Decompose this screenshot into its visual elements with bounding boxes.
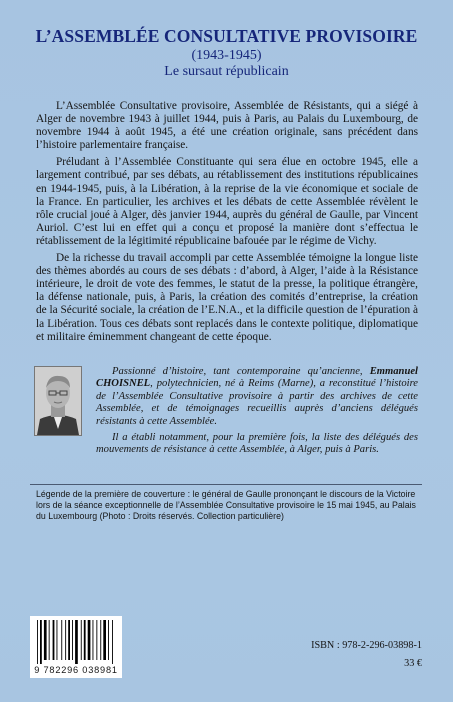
barcode-stripe	[44, 620, 47, 660]
barcode-block	[30, 616, 122, 678]
barcode-digits: 9 782296 038981	[34, 665, 118, 675]
barcode-stripe	[61, 620, 62, 660]
book-dates: (1943-1945)	[191, 48, 262, 63]
barcode-stripe	[65, 620, 66, 660]
author-photo	[34, 366, 82, 436]
summary-paragraph-1: L’Assemblée Consultative provisoire, Assemblée de Résistants, qui a siégé à Alger de novembre 1943 à juillet 1944, puis à Paris, au Palais du Luxembourg, de novembre 1944 à août 1945, a été une création originale, sans précédent dans l’histoire parlementaire française.	[36, 100, 418, 152]
author-bio	[96, 366, 418, 461]
isbn: ISBN : 978-2-296-03898-1	[311, 640, 422, 651]
barcode-stripe	[84, 620, 86, 660]
author-bio-paragraph-1	[96, 366, 418, 428]
author-bio-paragraph-2: Il a établi notamment, pour la première fois, la liste des délégués des mouvements de résistance à cette Assemblée, à Alger, puis à Paris.	[96, 432, 418, 456]
barcode-stripe	[72, 620, 73, 660]
barcode-stripe	[100, 620, 101, 660]
barcode-stripe	[81, 620, 82, 660]
barcode-stripe	[57, 620, 58, 660]
summary-text	[36, 100, 418, 348]
barcode-stripe	[108, 620, 109, 660]
barcode-stripe	[49, 620, 50, 660]
barcode-stripe	[96, 620, 97, 660]
book-title: L’ASSEMBLÉE CONSULTATIVE PROVISOIRE	[35, 26, 418, 46]
author-name: Emmanuel CHOISNEL	[96, 366, 418, 390]
summary-paragraph-2: Préludant à l’Assemblée Constituante qui sera élue en octobre 1945, elle a largement contribué, par ses débats, au rétablissement des institutions républicaines en 1944-1945, puis, à la Libération, à la reprise de la vie économique et sociale de la France. En particulier, les archives et les débats de cette Assemblée révèlent le rôle crucial joué à Alger, dès janvier 1944, auprès du général de Gaulle, par Vincent Auriol. C’est lui en effet qui a conçu et proposé la manière dont s’effectua le rétablissement de la légitimité républicaine bafouée par le régime de Vichy.	[36, 156, 418, 247]
author-portrait-icon	[35, 367, 81, 435]
barcode-stripe	[93, 620, 94, 660]
cover-caption: Légende de la première de couverture : le général de Gaulle prononçant le discours de la Victoire lors de la séance exceptionnelle de l’Assemblée Consultative provisoire le 15 mai 1945, au Palais du Luxembourg (Photo : Droits réservés. Collection particulière)	[36, 489, 416, 521]
barcode-stripe	[53, 620, 55, 660]
barcode-stripe	[112, 620, 113, 664]
barcode-stripe	[103, 620, 106, 660]
barcode-stripe	[68, 620, 70, 660]
barcode-stripe	[37, 620, 38, 664]
barcode-stripe	[75, 620, 78, 664]
book-subtitle: Le sursaut républicain	[164, 64, 289, 79]
summary-paragraph-3: De la richesse du travail accompli par cette Assemblée témoigne la longue liste des thèmes abordés au cours de ses débats : d’abord, à Alger, l’aide à la Résistance intérieure, le droit de vote des femmes, le statut de la presse, la politique étrangère, la défense nationale, puis, à Paris, la création des comités d’entreprise, la création de la Sécurité sociale, la création de l’E.N.A., et la difficile question de l’épuration à la Libération. Tous ces débats sont replacés dans le contexte politique, diplomatique et militaire éminemment changeant de cette époque.	[36, 252, 418, 343]
barcode-stripe	[40, 620, 42, 664]
author-bio-rest: , polytechnicien, né à Reims (Marne), a reconstitué l’histoire de l’Assemblée Consultative provisoire à partir des archives de cette Assemblée, et de témoignages recueillis auprès d’anciens délégués résistants à cette Assemblée.	[96, 378, 418, 427]
barcode-stripe	[88, 620, 91, 660]
price: 33 €	[404, 658, 422, 669]
divider	[30, 484, 422, 485]
author-bio-prefix: Passionné d’histoire, tant contemporaine qu’ancienne,	[112, 366, 370, 377]
barcode-icon	[36, 620, 116, 664]
